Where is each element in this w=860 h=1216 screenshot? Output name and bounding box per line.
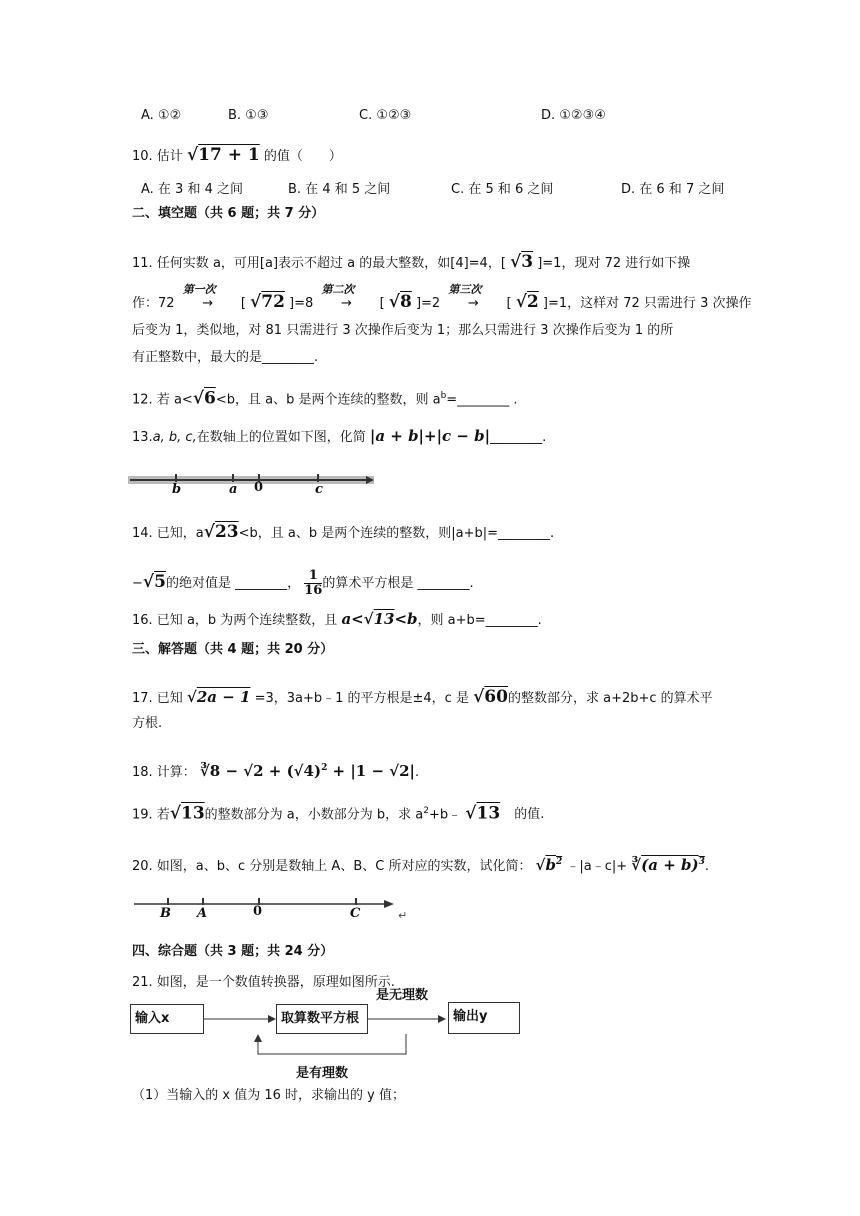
q18-line: 18. 计算： ∛8 − $√2 + (√4)^2 + |1 - √2|$. bbox=[132, 762, 420, 780]
q13-line: 13.a, b, c,在数轴上的位置如下图，化简 |a + b|+|c − b|________. bbox=[132, 427, 547, 445]
q10-option-d: D. 在 6 和 7 之间 bbox=[621, 182, 725, 197]
q20-number-line bbox=[132, 894, 402, 914]
q12-line: 12. 若 a<√6<b，且 a、b 是两个连续的整数，则 $a^b=\_\_\_\_\_\_\_\_$ . bbox=[132, 388, 518, 409]
q20-label-0: 0 bbox=[253, 904, 263, 919]
q11-line-1: 11. 任何实数 a，可用[a]表示不超过 a 的最大整数，如[4]=4，[ √3 ]=1，现对 72 进行如下操 bbox=[132, 252, 691, 272]
q20-label-C: C bbox=[350, 906, 361, 921]
q15-line: −√5的绝对值是 ________， $\frac{1}{16}$ 的算术平方根是 ________. bbox=[132, 568, 474, 598]
q10-sqrt-expr: √17 + 1 bbox=[186, 145, 260, 165]
q21-flow-arrows bbox=[200, 1000, 450, 1060]
q13-label-0: 0 bbox=[254, 480, 264, 495]
q15-sqrt5: √5 bbox=[142, 572, 166, 592]
q11-line-2: 作：72 第一次 → [ √72 ]=8 第二次 → [ √8 ]=2 第三次 → [ √2 ]=1，这样对 72 只需进行 3 次操作 bbox=[132, 283, 752, 312]
q17-line-2: 方根. bbox=[132, 716, 163, 731]
paragraph-mark-icon: ↵ bbox=[398, 909, 408, 922]
q10-line bbox=[132, 145, 342, 167]
q11-sqrt2: √2 bbox=[515, 292, 539, 312]
q17-sqrt60: √60 bbox=[473, 687, 508, 707]
q13-label-c: c bbox=[315, 482, 323, 497]
q13-label-a: a bbox=[229, 482, 238, 497]
q21-label-rational: 是有理数 bbox=[296, 1066, 349, 1081]
q9-option-c: C. ①②③ bbox=[359, 108, 412, 123]
q20-cbrt: ∛(a + b)$^3$ bbox=[631, 856, 705, 874]
q11-sqrt8: √8 bbox=[388, 292, 412, 312]
q21-label-irrational: 是无理数 bbox=[376, 988, 429, 1003]
q10-option-a: A. 在 3 和 4 之间 bbox=[141, 182, 244, 197]
q10-option-c: C. 在 5 和 6 之间 bbox=[451, 182, 554, 197]
q13-expr: |a + b|+|c − b| bbox=[369, 427, 491, 445]
q14-line: 14. 已知，a√23<b，且 a、b 是两个连续的整数，则|a+b|=________. bbox=[132, 522, 555, 542]
q15-fraction: $\frac{1}{16}$ bbox=[304, 568, 323, 598]
q21-box-output: 输出y bbox=[448, 1002, 520, 1034]
q11-arrow-3: 第三次 → bbox=[448, 283, 482, 311]
q11-arrow-2: 第二次 → bbox=[321, 283, 355, 311]
q17-sqrt-2a-1: √2a − 1 bbox=[186, 688, 251, 706]
q19-sqrt13-b: √13 bbox=[465, 803, 501, 824]
q21-sub-question-1: （1）当输入的 x 值为 16 时，求输出的 y 值； bbox=[132, 1088, 405, 1103]
q11-line-4: 有正整数中，最大的是________. bbox=[132, 350, 319, 365]
q9-option-d: D. ①②③④ bbox=[541, 108, 606, 123]
q21-box-input: 输入x bbox=[130, 1004, 204, 1034]
q19-sqrt13: √13 bbox=[169, 803, 205, 824]
q13-number-line bbox=[128, 468, 378, 496]
q12-sqrt6: √6 bbox=[192, 388, 216, 409]
q18-expr: ∛8 − $√2 + (√4)^2 + |1 - √2|$ bbox=[199, 762, 415, 780]
q20-label-B: B bbox=[160, 906, 171, 921]
q10-num: 10. 估计 bbox=[132, 149, 183, 164]
q11-sqrt72: √72 bbox=[250, 292, 285, 312]
q11-sqrt3: √3 bbox=[510, 252, 534, 272]
q17-line-1: 17. 已知 √2a − 1 =3，3a+b﹣1 的平方根是±4，c 是 √60的整数部分，求 a+2b+c 的算术平 bbox=[132, 687, 713, 707]
q11-line-3: 后变为 1，类似地，对 81 只需进行 3 次操作后变为 1；那么只需进行 3 次操作后变为 1 的所 bbox=[132, 323, 674, 338]
q21-intro: 21. 如图，是一个数值转换器，原理如图所示. bbox=[132, 975, 395, 990]
section-heading-comprehensive: 四、综合题（共 3 题；共 24 分） bbox=[132, 944, 334, 959]
q16-expr: a<√13<b bbox=[341, 610, 418, 628]
q20-line: 20. 如图，a、b、c 分别是数轴上 A、B、C 所对应的实数，试化简： $√b^2$ ﹣|a﹣c|+ ∛(a + b)$^3$. bbox=[132, 856, 709, 874]
q10-option-b: B. 在 4 和 5 之间 bbox=[288, 182, 391, 197]
q20-label-A: A bbox=[197, 906, 208, 921]
section-heading-solve: 三、解答题（共 4 题；共 20 分） bbox=[132, 642, 334, 657]
q9-option-a: A. ①② bbox=[141, 108, 182, 123]
q20-sqrt-b2: $√b^2$ bbox=[535, 856, 563, 874]
q13-label-b: b bbox=[172, 482, 182, 497]
q10-tail: 的值（ ） bbox=[263, 149, 342, 164]
q11-arrow-1: 第一次 → bbox=[182, 283, 216, 311]
section-heading-fill-blank: 二、填空题（共 6 题；共 7 分） bbox=[132, 206, 325, 221]
q14-sqrt23: √23 bbox=[203, 522, 239, 542]
q9-option-b: B. ①③ bbox=[228, 108, 269, 123]
q16-line: 16. 已知 a，b 为两个连续整数，且 a<√13<b，则 a+b=________. bbox=[132, 610, 542, 628]
q19-line: 19. 若√13的整数部分为 a，小数部分为 b，求 $a^2+b﹣$ √13 的值. bbox=[132, 803, 545, 824]
q21-box-sqrt: 取算数平方根 bbox=[276, 1004, 368, 1034]
